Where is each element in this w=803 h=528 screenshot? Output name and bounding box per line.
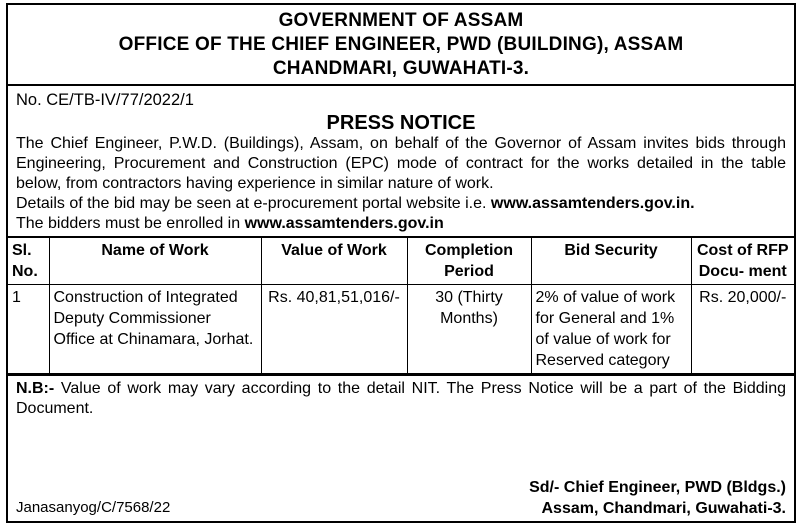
nb-text: Value of work may vary according to the detail NIT. The Press Notice will be a part of the Bidding Document.	[16, 380, 786, 417]
works-table	[8, 236, 794, 374]
nota-bene	[8, 374, 794, 419]
header-location: CHANDMARI, GUWAHATI-3.	[272, 58, 530, 79]
col-completion-period: Completion Period	[407, 237, 531, 285]
cell-completion-period: 30 (Thirty Months)	[407, 285, 531, 374]
publicity-reference: Janasanyog/C/7568/22	[16, 499, 171, 516]
table-row	[8, 285, 794, 374]
table-header-row	[8, 237, 794, 285]
cell-sl-no: 1	[8, 285, 49, 374]
reference-number: No. CE/TB-IV/77/2022/1	[16, 91, 194, 109]
col-cost-of-rfp: Cost of RFP Docu- ment	[691, 237, 794, 285]
portal-link[interactable]: www.assamtenders.gov.in.	[490, 195, 695, 212]
signatory: Sd/- Chief Engineer, PWD (Bldgs.)	[529, 479, 786, 496]
cell-bid-security: 2% of value of work for General and 1% of value of work for Reserved category	[531, 285, 691, 374]
signatory-address: Assam, Chandmari, Guwahati-3.	[541, 500, 786, 517]
nb-label: N.B:-	[16, 380, 55, 397]
col-value-of-work: Value of Work	[261, 237, 407, 285]
enrol-text: The bidders must be enrolled in	[16, 215, 241, 232]
col-bid-security: Bid Security	[531, 237, 691, 285]
notice-body	[8, 134, 794, 234]
cell-name-of-work: Construction of Integrated Deputy Commissioner Office at Chinamara, Jorhat.	[49, 285, 261, 374]
signature-block	[529, 477, 786, 519]
cell-value-of-work: Rs. 40,81,51,016/-	[261, 285, 407, 374]
enrol-line	[16, 214, 786, 234]
header-office: OFFICE OF THE CHIEF ENGINEER, PWD (BUILDING), ASSAM	[118, 34, 684, 55]
enrol-link[interactable]: www.assamtenders.gov.in	[244, 215, 444, 232]
letterhead	[8, 9, 794, 81]
notice-title: PRESS NOTICE	[326, 112, 476, 134]
details-text: Details of the bid may be seen at e-procurement portal website i.e.	[16, 195, 487, 212]
cell-cost-of-rfp: Rs. 20,000/-	[691, 285, 794, 374]
details-line	[16, 194, 786, 214]
intro-paragraph: The Chief Engineer, P.W.D. (Buildings), Assam, on behalf of the Governor of Assam invites bids through Engineering, Procurement and Construction (EPC) mode of contract for the works detailed in the table below, from contractors having experience in similar nature of work.	[16, 135, 786, 192]
col-sl-no: Sl. No.	[8, 237, 49, 285]
col-name-of-work: Name of Work	[49, 237, 261, 285]
header-government: GOVERNMENT OF ASSAM	[278, 10, 524, 31]
press-notice	[6, 3, 796, 523]
